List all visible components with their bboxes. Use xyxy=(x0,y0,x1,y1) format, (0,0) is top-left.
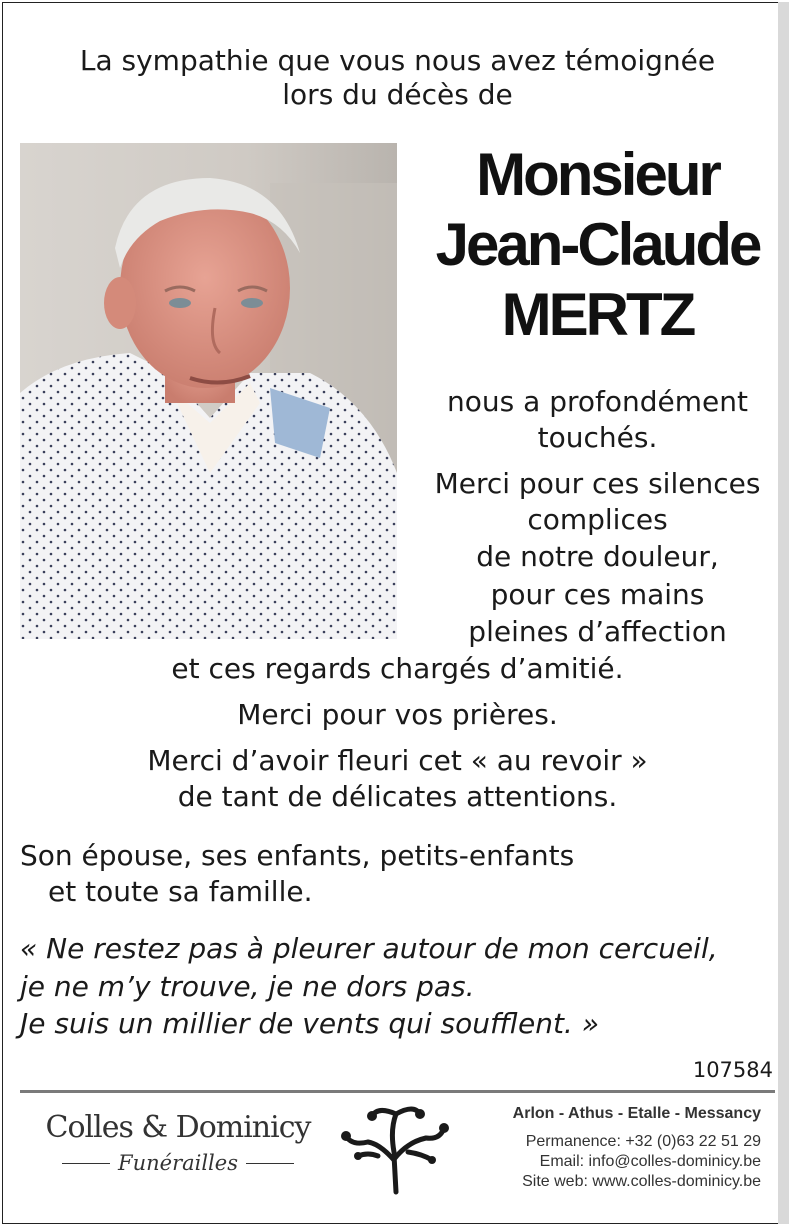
deceased-title: Monsieur xyxy=(476,141,719,208)
message-line-9: Merci pour vos prières. xyxy=(237,698,558,731)
quote-line-2: je ne m’y trouve, je ne dors pas. xyxy=(20,970,475,1003)
funeral-home-subtitle: Funérailles xyxy=(118,1151,238,1175)
quote-line-1: « Ne restez pas à pleurer autour de mon cercueil, xyxy=(20,932,718,965)
family-line-2: et toute sa famille. xyxy=(48,875,313,908)
funeral-home-contact xyxy=(513,1103,761,1192)
message-line-4: complices xyxy=(527,503,668,536)
footer-divider xyxy=(20,1090,775,1093)
funeral-home-website: Site web: www.colles-dominicy.be xyxy=(522,1173,761,1190)
message-line-8: et ces regards chargés d’amitié. xyxy=(171,652,624,685)
portrait-photo xyxy=(20,143,397,639)
funeral-home-phone: Permanence: +32 (0)63 22 51 29 xyxy=(525,1133,761,1150)
message-line-10: Merci d’avoir fleuri cet « au revoir » xyxy=(147,744,648,777)
funeral-home-brand xyxy=(40,1108,316,1178)
family-line-1: Son épouse, ses enfants, petits-enfants xyxy=(20,839,575,872)
message-line-6: pour ces mains xyxy=(490,578,705,611)
quote-line-3: Je suis un millier de vents qui soufflent. » xyxy=(20,1007,600,1040)
message-line-7: pleines d’affection xyxy=(468,615,727,648)
funeral-home-cities: Arlon - Athus - Etalle - Messancy xyxy=(512,1105,761,1122)
message-line-2: touchés. xyxy=(537,421,658,454)
divider-line xyxy=(62,1163,110,1164)
deceased-last-name: MERTZ xyxy=(501,281,694,348)
message-line-5: de notre douleur, xyxy=(476,540,719,573)
funeral-home-name: Colles & Dominicy xyxy=(45,1110,311,1145)
deceased-first-name: Jean-Claude xyxy=(435,211,760,278)
divider-line xyxy=(246,1163,294,1164)
tree-icon xyxy=(338,1100,450,1196)
intro-line-2: lors du décès de xyxy=(282,78,513,111)
funeral-home-email: Email: info@colles-dominicy.be xyxy=(539,1153,761,1170)
reference-number: 107584 xyxy=(692,1058,773,1082)
funeral-home-subtitle-row xyxy=(40,1148,316,1178)
intro-line-1: La sympathie que vous nous avez témoignée xyxy=(79,44,716,77)
message-line-1: nous a profondément xyxy=(447,385,748,418)
message-line-11: de tant de délicates attentions. xyxy=(177,780,618,813)
message-line-3: Merci pour ces silences xyxy=(434,467,761,500)
